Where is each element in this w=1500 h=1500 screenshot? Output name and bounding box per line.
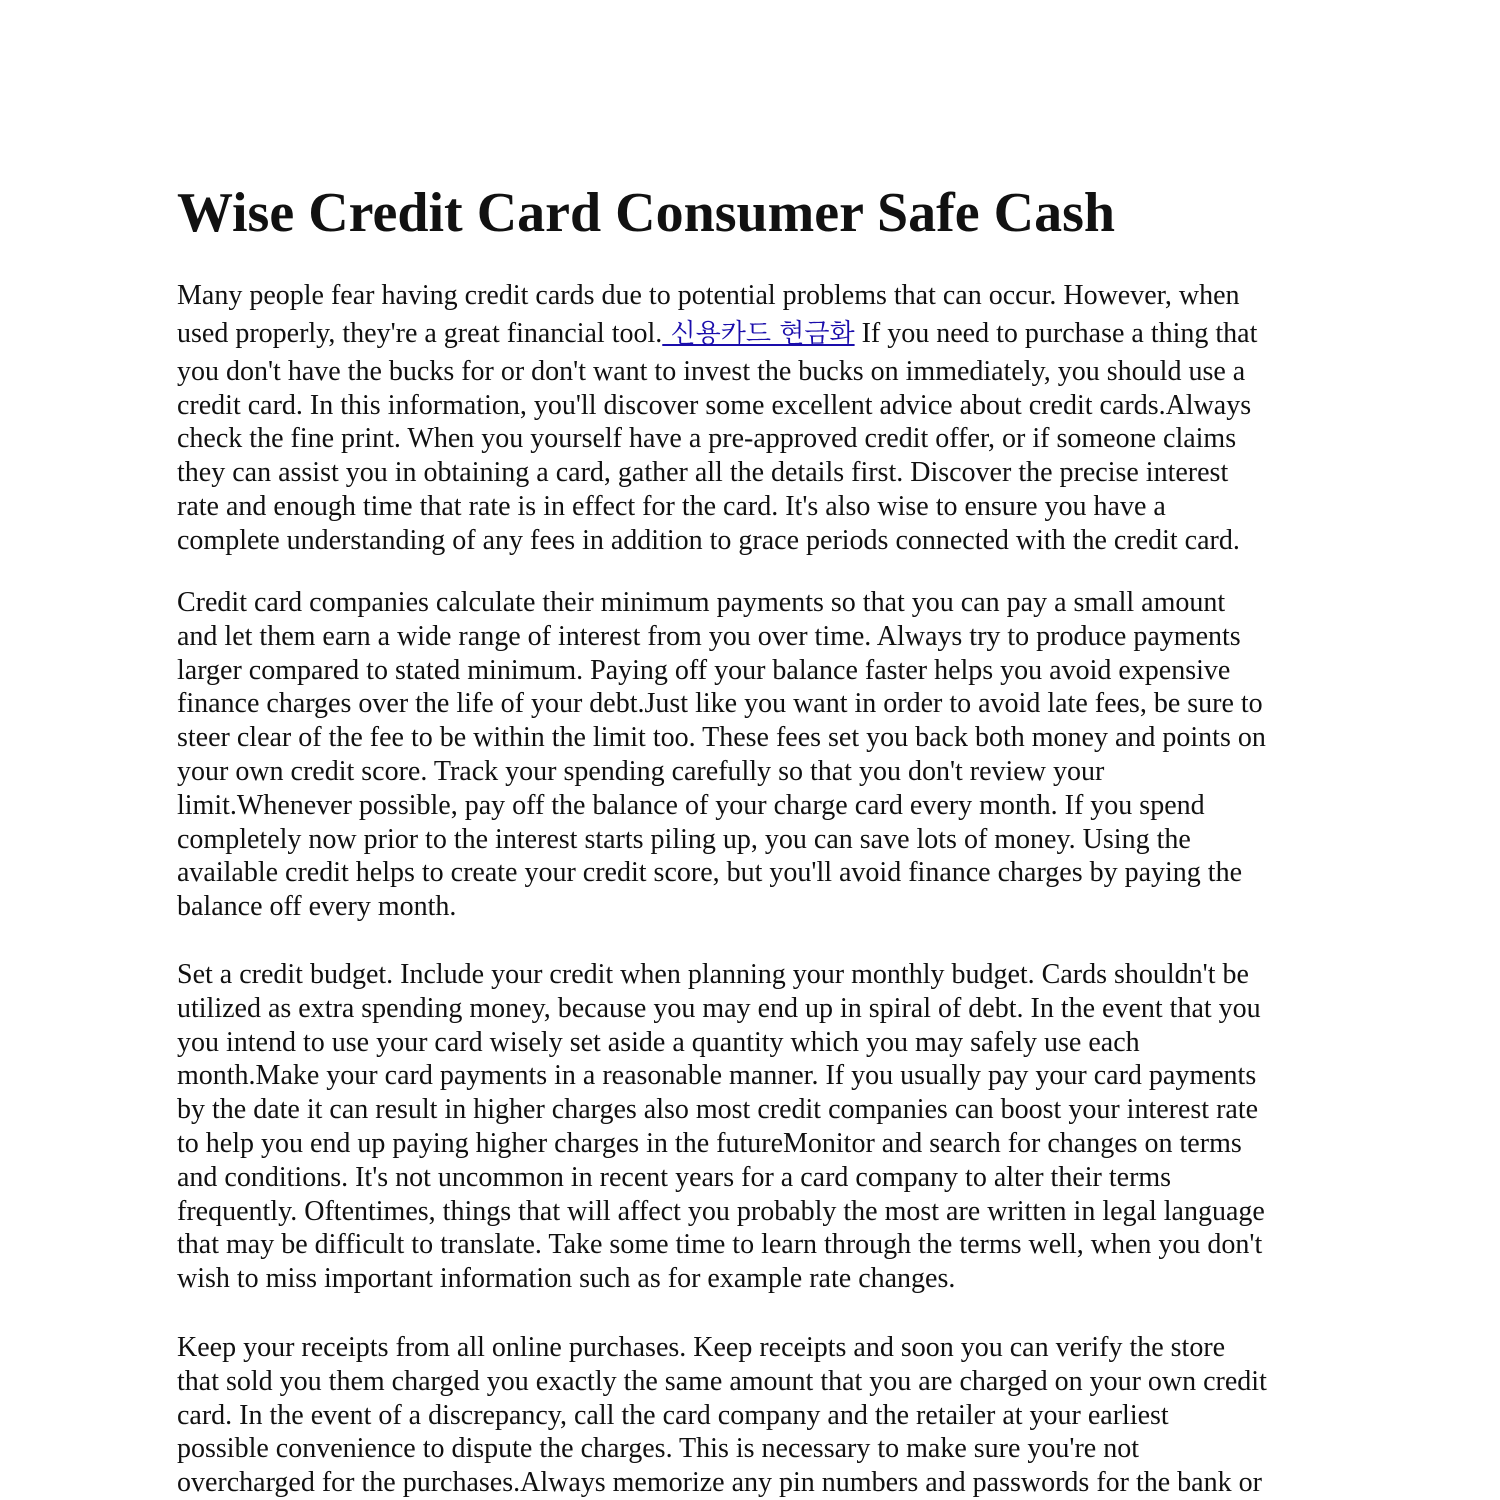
text-line: Set a credit budget. Include your credit when planning your monthly budget. Cards shouldn't be: [177, 959, 1249, 990]
paragraph-3: [177, 958, 1327, 1296]
text-segment: used properly, they're a great financial tool.: [177, 317, 663, 349]
text-line: Credit card companies calculate their minimum payments so that you can pay a small amount: [177, 587, 1226, 618]
text-line: utilized as extra spending money, because you may end up in spiral of debt. In the event that you: [177, 992, 1261, 1024]
text-line: finance charges over the life of your debt.Just like you want in order to avoid late fees, be sure to: [177, 688, 1263, 720]
paragraph-1: [177, 279, 1327, 558]
text-line: you don't have the bucks for or don't want to invest the bucks on immediately, you should use a: [177, 355, 1246, 387]
text-line: rate and enough time that rate is in effect for the card. It's also wise to ensure you have a: [177, 490, 1166, 522]
text-line: balance off every month.: [177, 891, 457, 923]
text-line: month.Make your card payments in a reasonable manner. If you usually pay your card payments: [177, 1060, 1257, 1092]
text-line: Keep your receipts from all online purchases. Keep receipts and soon you can verify the store: [177, 1332, 1226, 1363]
text-line: complete understanding of any fees in addition to grace periods connected with the credit card.: [177, 524, 1240, 556]
text-line: your own credit score. Track your spending carefully so that you don't review your: [177, 755, 1105, 787]
page-title: Wise Credit Card Consumer Safe Cash: [177, 182, 1116, 244]
text-line: that sold you them charged you exactly the same amount that you are charged on your own credit: [177, 1365, 1267, 1397]
text-line: overcharged for the purchases.Always memorize any pin numbers and passwords for the bank or: [177, 1467, 1262, 1499]
text-line: check the fine print. When you yourself have a pre-approved credit offer, or if someone claims: [177, 423, 1237, 455]
text-line: Many people fear having credit cards due to potential problems that can occur. However, when: [177, 280, 1240, 311]
text-line: they can assist you in obtaining a card, gather all the details first. Discover the precise interest: [177, 457, 1229, 489]
paragraph-4: [177, 1331, 1327, 1500]
text-line: card. In the event of a discrepancy, call the card company and the retailer at your earliest: [177, 1399, 1169, 1431]
korean-link[interactable]: 신용카드 현금화: [662, 318, 855, 349]
text-line: you intend to use your card wisely set aside a quantity which you may safely use each: [177, 1026, 1140, 1058]
text-line: possible convenience to dispute the charges. This is necessary to make sure you're not: [177, 1433, 1139, 1465]
text-line: by the date it can result in higher charges also most credit companies can boost your interest rate: [177, 1094, 1259, 1126]
text-line: and conditions. It's not uncommon in recent years for a card company to alter their terms: [177, 1161, 1172, 1193]
text-segment: If you need to purchase a thing that: [854, 317, 1258, 349]
text-line: and let them earn a wide range of interest from you over time. Always try to produce payments: [177, 620, 1241, 652]
text-line: credit card. In this information, you'll discover some excellent advice about credit cards.Always: [177, 389, 1252, 421]
text-line: to help you end up paying higher charges in the futureMonitor and search for changes on terms: [177, 1127, 1242, 1159]
text-line: limit.Whenever possible, pay off the balance of your charge card every month. If you spend: [177, 789, 1205, 821]
text-line: steer clear of the fee to be within the limit too. These fees set you back both money and points on: [177, 722, 1266, 754]
text-line: larger compared to stated minimum. Paying off your balance faster helps you avoid expensive: [177, 654, 1231, 686]
text-line: completely now prior to the interest starts piling up, you can save lots of money. Using the: [177, 823, 1191, 855]
text-line: wish to miss important information such as for example rate changes.: [177, 1263, 956, 1295]
text-line: that may be difficult to translate. Take some time to learn through the terms well, when you don't: [177, 1229, 1263, 1261]
text-line: frequently. Oftentimes, things that will affect you probably the most are written in legal language: [177, 1195, 1265, 1227]
text-line-with-link: [177, 313, 1327, 355]
text-line: available credit helps to create your credit score, but you'll avoid finance charges by paying the: [177, 857, 1243, 889]
paragraph-2: [177, 586, 1327, 924]
